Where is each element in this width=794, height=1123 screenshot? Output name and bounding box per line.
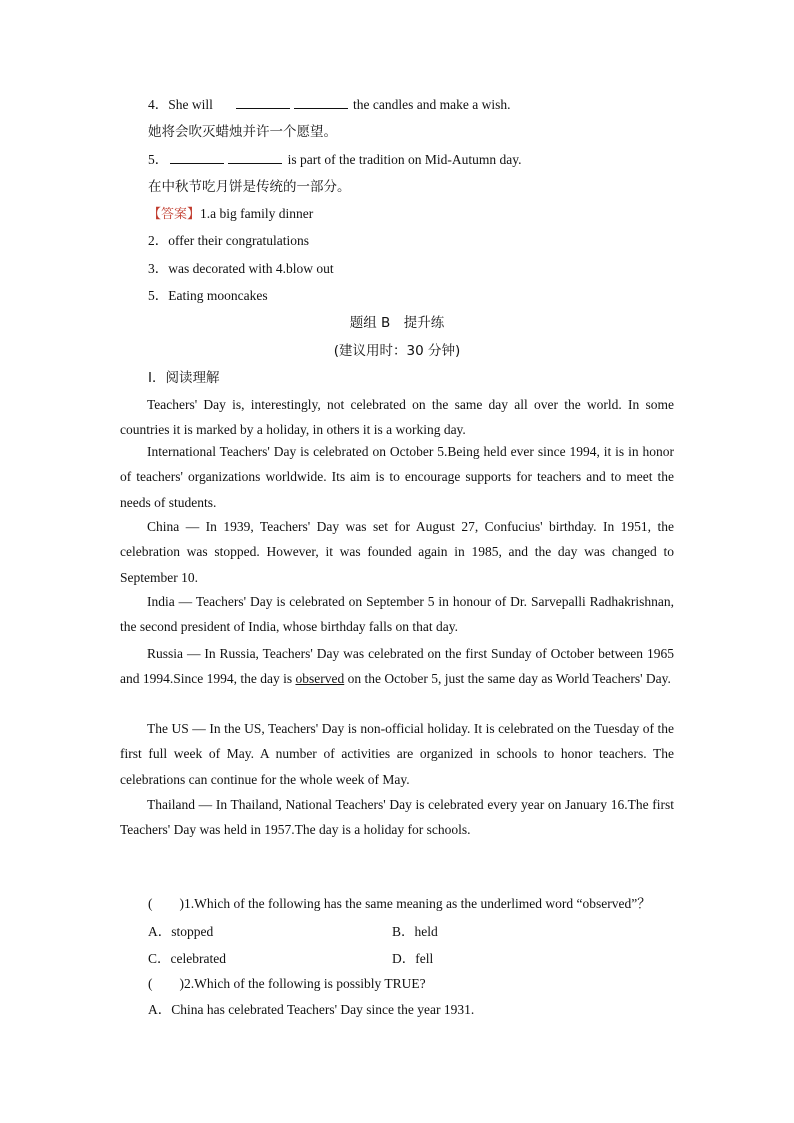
answer-line-1: 【答案】1.a big family dinner [148,206,314,222]
option-1d: D．fell [392,951,434,966]
exercise-4-translation: 她将会吹灭蜡烛并许一个愿望。 [148,124,337,140]
passage-paragraph-us: The US — In the US, Teachers' Day is non-official holiday. It is celebrated on the Tuesday of the first full week of May. A number of activities are organized in schools to honor teachers. The celebrations can continue for the whole week of May. [120,721,674,787]
passage-paragraph-russia: Russia — In Russia, Teachers' Day was celebrated on the first Sunday of October between 1965 and 1994.Since 1994, the day is observed on the October 5, just the same day as World Teachers' Day. [120,646,674,687]
passage-paragraph-1: Teachers' Day is, interestingly, not celebrated on the same day all over the world. In some countries it is marked by a holiday, in others it is a working day. [120,397,674,438]
passage-paragraph-2: International Teachers' Day is celebrated on October 5.Being held ever since 1994, it is in honor of teachers' organizations worldwide. Its aim is to encourage supports for teachers and to meet the needs of students. [120,444,674,510]
section-time: (建议用时：30 分钟) [333,343,461,359]
passage-paragraph-thailand: Thailand — In Thailand, National Teachers' Day is celebrated every year on January 16.The first Teachers' Day was held in 1957.The day is a holiday for schools. [120,797,674,838]
option-2a: A．China has celebrated Teachers' Day since the year 1931. [148,1002,475,1017]
blank-field [236,96,290,109]
part-heading: Ⅰ．阅读理解 [148,370,220,386]
underlined-word: observed [295,671,345,687]
blank-field [294,96,348,109]
blank-field [228,151,282,164]
exercise-5-translation: 在中秋节吃月饼是传统的一部分。 [148,179,351,195]
passage-paragraph-china: China — In 1939, Teachers' Day was set for August 27, Confucius' birthday. In 1951, the celebration was stopped. However, it was founded again in 1985, and the day was changed to September 10. [120,519,674,585]
option-1b: B．held [392,924,438,939]
answer-line-3: 3．was decorated with 4.blow out [148,261,334,276]
answer-line-2: 2．offer their congratulations [148,233,309,248]
option-1a: A．stopped [148,924,214,939]
question-1: ( )1.Which of the following has the same meaning as the underlimed word “observed”？ [148,896,651,911]
answer-line-5: 5．Eating mooncakes [148,288,268,303]
exercise-5: 5． is part of the tradition on Mid-Autumn day. [148,152,522,167]
blank-field [170,151,224,164]
passage-paragraph-india: India — Teachers' Day is celebrated on September 5 in honour of Dr. Sarvepalli Radhakrishnan, the second president of India, whose birthday falls on that day. [120,594,674,635]
answer-tag: 【答案】 [148,207,201,222]
option-1c: C．celebrated [148,951,226,966]
question-2: ( )2.Which of the following is possibly TRUE? [148,976,426,991]
exercise-4: 4．She will the candles and make a wish. [148,97,511,112]
section-title: 题组 B 提升练 [349,315,445,331]
